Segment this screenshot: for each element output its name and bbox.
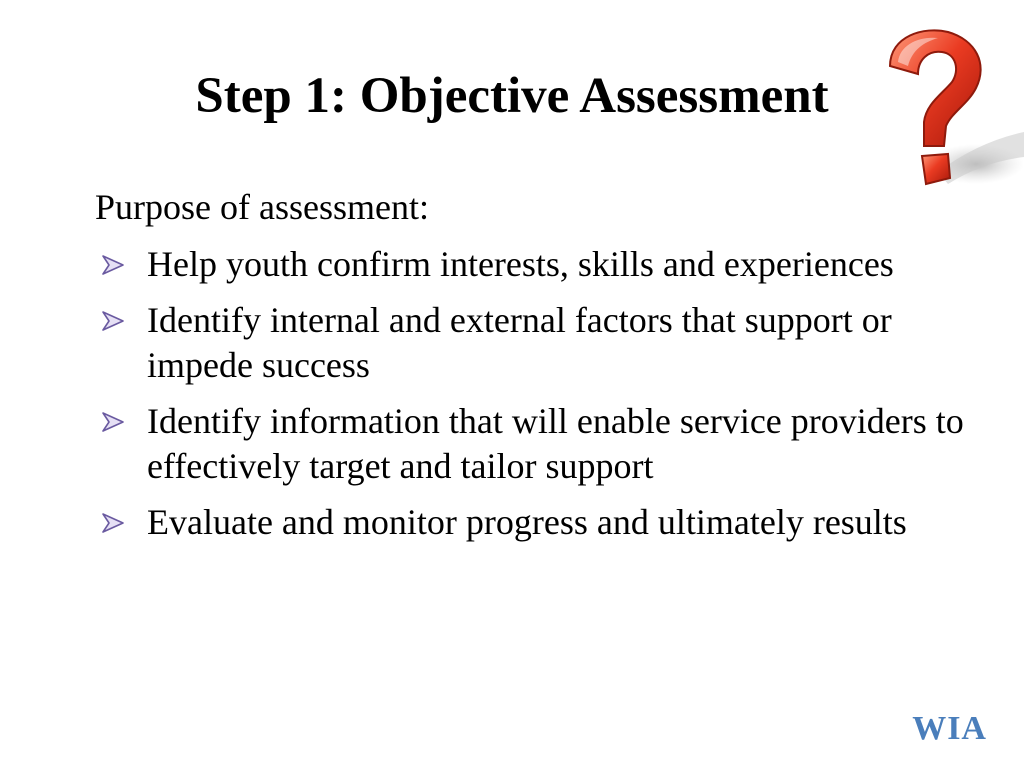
arrow-bullet-icon	[101, 512, 125, 534]
intro-text: Purpose of assessment:	[95, 187, 429, 227]
bullet-item	[95, 500, 995, 545]
footer-logo-text: WIA	[912, 710, 987, 747]
bullet-text: Evaluate and monitor progress and ultimately results	[147, 502, 907, 542]
bullet-text: Identify internal and external factors that support or impede success	[147, 300, 892, 385]
bullet-text: Identify information that will enable service providers to effectively target and tailor support	[147, 401, 964, 486]
bullet-text: Help youth confirm interests, skills and experiences	[147, 244, 894, 284]
bullet-item	[95, 399, 995, 489]
bullet-item	[95, 298, 995, 388]
question-mark-icon	[868, 22, 1024, 202]
arrow-bullet-icon	[101, 254, 125, 276]
bullet-item	[95, 242, 995, 287]
slide-title: Step 1: Objective Assessment	[195, 68, 829, 124]
arrow-bullet-icon	[101, 411, 125, 433]
arrow-bullet-icon	[101, 310, 125, 332]
bullet-list	[95, 242, 995, 556]
